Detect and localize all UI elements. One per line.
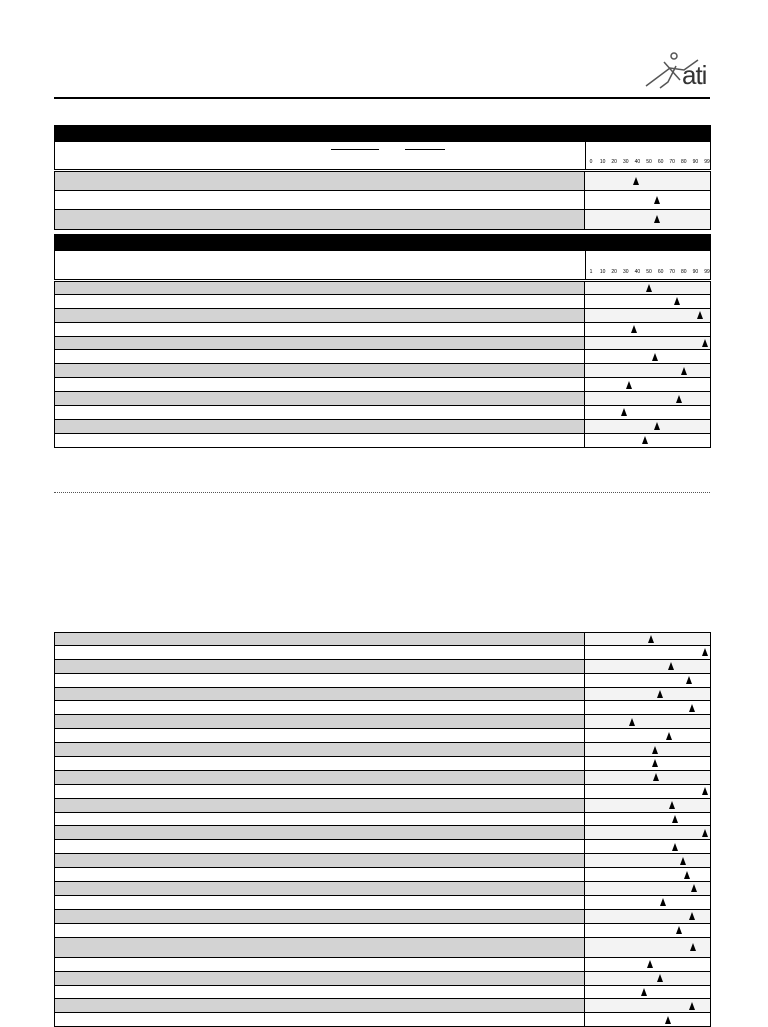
score-row [54, 813, 711, 827]
row-scale-cell [585, 646, 710, 659]
score-row [54, 350, 711, 364]
scale-tick-label: 60 [657, 269, 664, 275]
score-row [54, 854, 711, 868]
score-row [54, 688, 711, 702]
row-label-cell [55, 701, 585, 714]
row-scale-cell [585, 191, 710, 210]
dotted-separator [54, 492, 710, 493]
percentile-marker-icon [642, 436, 648, 444]
row-label-cell [55, 771, 585, 784]
row-label-cell [55, 882, 585, 895]
row-label-cell [55, 826, 585, 839]
percentile-marker-icon [689, 704, 695, 712]
percentile-marker-icon [654, 196, 660, 204]
row-label-cell [55, 420, 585, 433]
scale-tick-label: 90 [692, 269, 699, 275]
percentile-marker-icon [654, 215, 660, 223]
section2-rows [54, 281, 711, 448]
percentile-marker-icon [652, 746, 658, 754]
scale-tick-label: 99 [704, 269, 710, 275]
score-row [54, 986, 711, 1000]
row-scale-cell [585, 364, 710, 377]
row-scale-cell [585, 986, 710, 999]
score-row [54, 999, 711, 1013]
row-scale-cell [585, 771, 710, 784]
row-label-cell [55, 729, 585, 742]
percentile-marker-icon [680, 857, 686, 865]
scale-tick-label: 80 [681, 159, 687, 165]
percentile-marker-icon [672, 815, 678, 823]
score-row [54, 337, 711, 351]
scale-tick-label: 20 [611, 269, 617, 275]
row-scale-cell [585, 688, 710, 701]
row-label-cell [55, 972, 585, 985]
row-label-cell [55, 660, 585, 673]
row-label-cell [55, 910, 585, 923]
row-label-cell [55, 364, 585, 377]
section1-rows [54, 171, 711, 230]
row-scale-cell [585, 743, 710, 756]
scale-tick-label: 60 [657, 159, 664, 165]
score-row [54, 799, 711, 813]
scale-tick-label: 50 [646, 159, 652, 165]
score-row [54, 171, 711, 191]
row-label-cell [55, 799, 585, 812]
percentile-marker-icon [668, 662, 674, 670]
header-rule [54, 97, 710, 99]
row-scale-cell [585, 350, 710, 363]
score-row [54, 309, 711, 323]
row-scale-cell [585, 972, 710, 985]
score-row [54, 191, 711, 211]
percentile-marker-icon [621, 408, 627, 416]
row-scale-cell [585, 799, 710, 812]
score-row [54, 771, 711, 785]
row-scale-cell [585, 999, 710, 1012]
score-row [54, 840, 711, 854]
row-scale-cell [585, 854, 710, 867]
row-label-cell [55, 323, 585, 336]
score-row [54, 896, 711, 910]
percentile-marker-icon [657, 690, 663, 698]
row-scale-cell [585, 172, 710, 190]
row-scale-cell [585, 701, 710, 714]
percentile-marker-icon [660, 898, 666, 906]
row-label-cell [55, 813, 585, 826]
score-row [54, 660, 711, 674]
row-label-cell [55, 688, 585, 701]
score-row [54, 743, 711, 757]
percentile-marker-icon [676, 395, 682, 403]
row-label-cell [55, 309, 585, 322]
row-scale-cell [585, 282, 710, 294]
percentile-marker-icon [653, 773, 659, 781]
score-row [54, 295, 711, 309]
section2-header [54, 250, 711, 280]
blank-line [405, 149, 445, 150]
score-row [54, 826, 711, 840]
percentile-marker-icon [629, 718, 635, 726]
score-row [54, 323, 711, 337]
row-scale-cell [585, 378, 710, 391]
percentile-marker-icon [654, 422, 660, 430]
row-label-cell [55, 295, 585, 308]
section1-title-bar [54, 125, 711, 141]
row-scale-cell [585, 785, 710, 798]
percentile-marker-icon [626, 381, 632, 389]
row-label-cell [55, 406, 585, 419]
score-row [54, 757, 711, 771]
row-label-cell [55, 350, 585, 363]
percentile-marker-icon [702, 787, 708, 795]
score-row [54, 972, 711, 986]
score-row [54, 210, 711, 230]
row-scale-cell [585, 633, 710, 645]
row-label-cell [55, 392, 585, 405]
score-row [54, 701, 711, 715]
row-label-cell [55, 924, 585, 937]
score-row [54, 924, 711, 938]
row-label-cell [55, 210, 585, 229]
row-label-cell [55, 938, 585, 957]
score-row [54, 715, 711, 729]
row-label-cell [55, 999, 585, 1012]
section2-title-bar [54, 234, 711, 250]
scale-tick-label: 40 [634, 159, 641, 165]
row-label-cell [55, 172, 585, 190]
percentile-marker-icon [691, 884, 697, 892]
row-label-cell [55, 633, 585, 645]
score-row [54, 364, 711, 378]
scale-tick-label: 30 [623, 159, 629, 165]
score-row [54, 910, 711, 924]
row-scale-cell [585, 757, 710, 770]
blank-line [331, 149, 379, 150]
row-label-cell [55, 757, 585, 770]
percentile-marker-icon [689, 912, 695, 920]
row-scale-cell [585, 210, 710, 229]
row-scale-cell [585, 868, 710, 881]
scale-tick-label: 99 [704, 159, 710, 165]
percentile-marker-icon [652, 759, 658, 767]
row-label-cell [55, 868, 585, 881]
row-scale-cell [585, 938, 710, 957]
percentile-marker-icon [648, 635, 654, 643]
row-label-cell [55, 1013, 585, 1026]
score-row [54, 868, 711, 882]
score-row [54, 674, 711, 688]
row-label-cell [55, 282, 585, 294]
percentile-marker-icon [674, 297, 680, 305]
scale-tick-label: 1 [589, 269, 593, 275]
row-scale-cell [585, 434, 710, 447]
score-row [54, 882, 711, 896]
score-row [54, 434, 711, 448]
score-row [54, 378, 711, 392]
percentile-marker-icon [702, 339, 708, 347]
logo-text: ati [682, 60, 707, 90]
score-row [54, 281, 711, 295]
row-label-cell [55, 337, 585, 350]
scale-tick-label: 70 [669, 159, 675, 165]
row-scale-cell [585, 309, 710, 322]
row-scale-cell [585, 896, 710, 909]
scale-tick-label: 70 [669, 269, 675, 275]
percentile-marker-icon [666, 732, 672, 740]
percentile-marker-icon [665, 1016, 671, 1024]
row-scale-cell [585, 910, 710, 923]
scale-tick-label: 10 [599, 269, 606, 275]
row-label-cell [55, 378, 585, 391]
score-row [54, 392, 711, 406]
row-scale-cell [585, 840, 710, 853]
percentile-marker-icon [657, 974, 663, 982]
scale-tick-label: 0 [589, 159, 593, 165]
scale-tick-label: 50 [646, 269, 652, 275]
scale-tick-label: 10 [599, 159, 606, 165]
percentile-marker-icon [646, 284, 652, 292]
percentile-marker-icon [647, 960, 653, 968]
percentile-marker-icon [652, 353, 658, 361]
score-row [54, 729, 711, 743]
scale-tick-label: 40 [634, 269, 641, 275]
row-label-cell [55, 743, 585, 756]
row-scale-cell [585, 420, 710, 433]
percentile-marker-icon [669, 801, 675, 809]
scale-tick-label: 20 [611, 159, 617, 165]
percentile-marker-icon [676, 926, 682, 934]
row-label-cell [55, 986, 585, 999]
score-row [54, 646, 711, 660]
percentile-marker-icon [689, 1002, 695, 1010]
score-row [54, 958, 711, 972]
percentile-marker-icon [633, 177, 639, 185]
row-scale-cell [585, 660, 710, 673]
row-label-cell [55, 434, 585, 447]
row-scale-cell [585, 729, 710, 742]
row-label-cell [55, 715, 585, 728]
section3-rows [54, 632, 711, 1027]
section2-scale [587, 269, 711, 277]
percentile-marker-icon [672, 843, 678, 851]
row-label-cell [55, 958, 585, 971]
row-label-cell [55, 785, 585, 798]
row-scale-cell [585, 715, 710, 728]
percentile-marker-icon [631, 325, 637, 333]
percentile-marker-icon [690, 943, 696, 951]
row-label-cell [55, 191, 585, 210]
row-scale-cell [585, 295, 710, 308]
score-row [54, 938, 711, 958]
percentile-marker-icon [702, 648, 708, 656]
percentile-marker-icon [697, 311, 703, 319]
scale-tick-label: 90 [692, 159, 699, 165]
row-label-cell [55, 840, 585, 853]
row-scale-cell [585, 323, 710, 336]
row-scale-cell [585, 958, 710, 971]
row-scale-cell [585, 392, 710, 405]
section1-header [54, 141, 711, 170]
row-label-cell [55, 674, 585, 687]
row-scale-cell [585, 674, 710, 687]
scale-tick-label: 80 [681, 269, 687, 275]
score-row [54, 406, 711, 420]
row-label-cell [55, 896, 585, 909]
score-row [54, 632, 711, 646]
row-scale-cell [585, 337, 710, 350]
score-row [54, 1013, 711, 1027]
row-scale-cell [585, 1013, 710, 1026]
percentile-marker-icon [686, 676, 692, 684]
row-label-cell [55, 854, 585, 867]
row-label-cell [55, 646, 585, 659]
row-scale-cell [585, 882, 710, 895]
row-scale-cell [585, 924, 710, 937]
row-scale-cell [585, 406, 710, 419]
percentile-marker-icon [684, 871, 690, 879]
percentile-marker-icon [702, 829, 708, 837]
score-row [54, 420, 711, 434]
percentile-marker-icon [681, 367, 687, 375]
section1-scale [587, 159, 711, 167]
scale-tick-label: 30 [623, 269, 629, 275]
row-scale-cell [585, 826, 710, 839]
percentile-marker-icon [641, 988, 647, 996]
score-row [54, 785, 711, 799]
row-scale-cell [585, 813, 710, 826]
